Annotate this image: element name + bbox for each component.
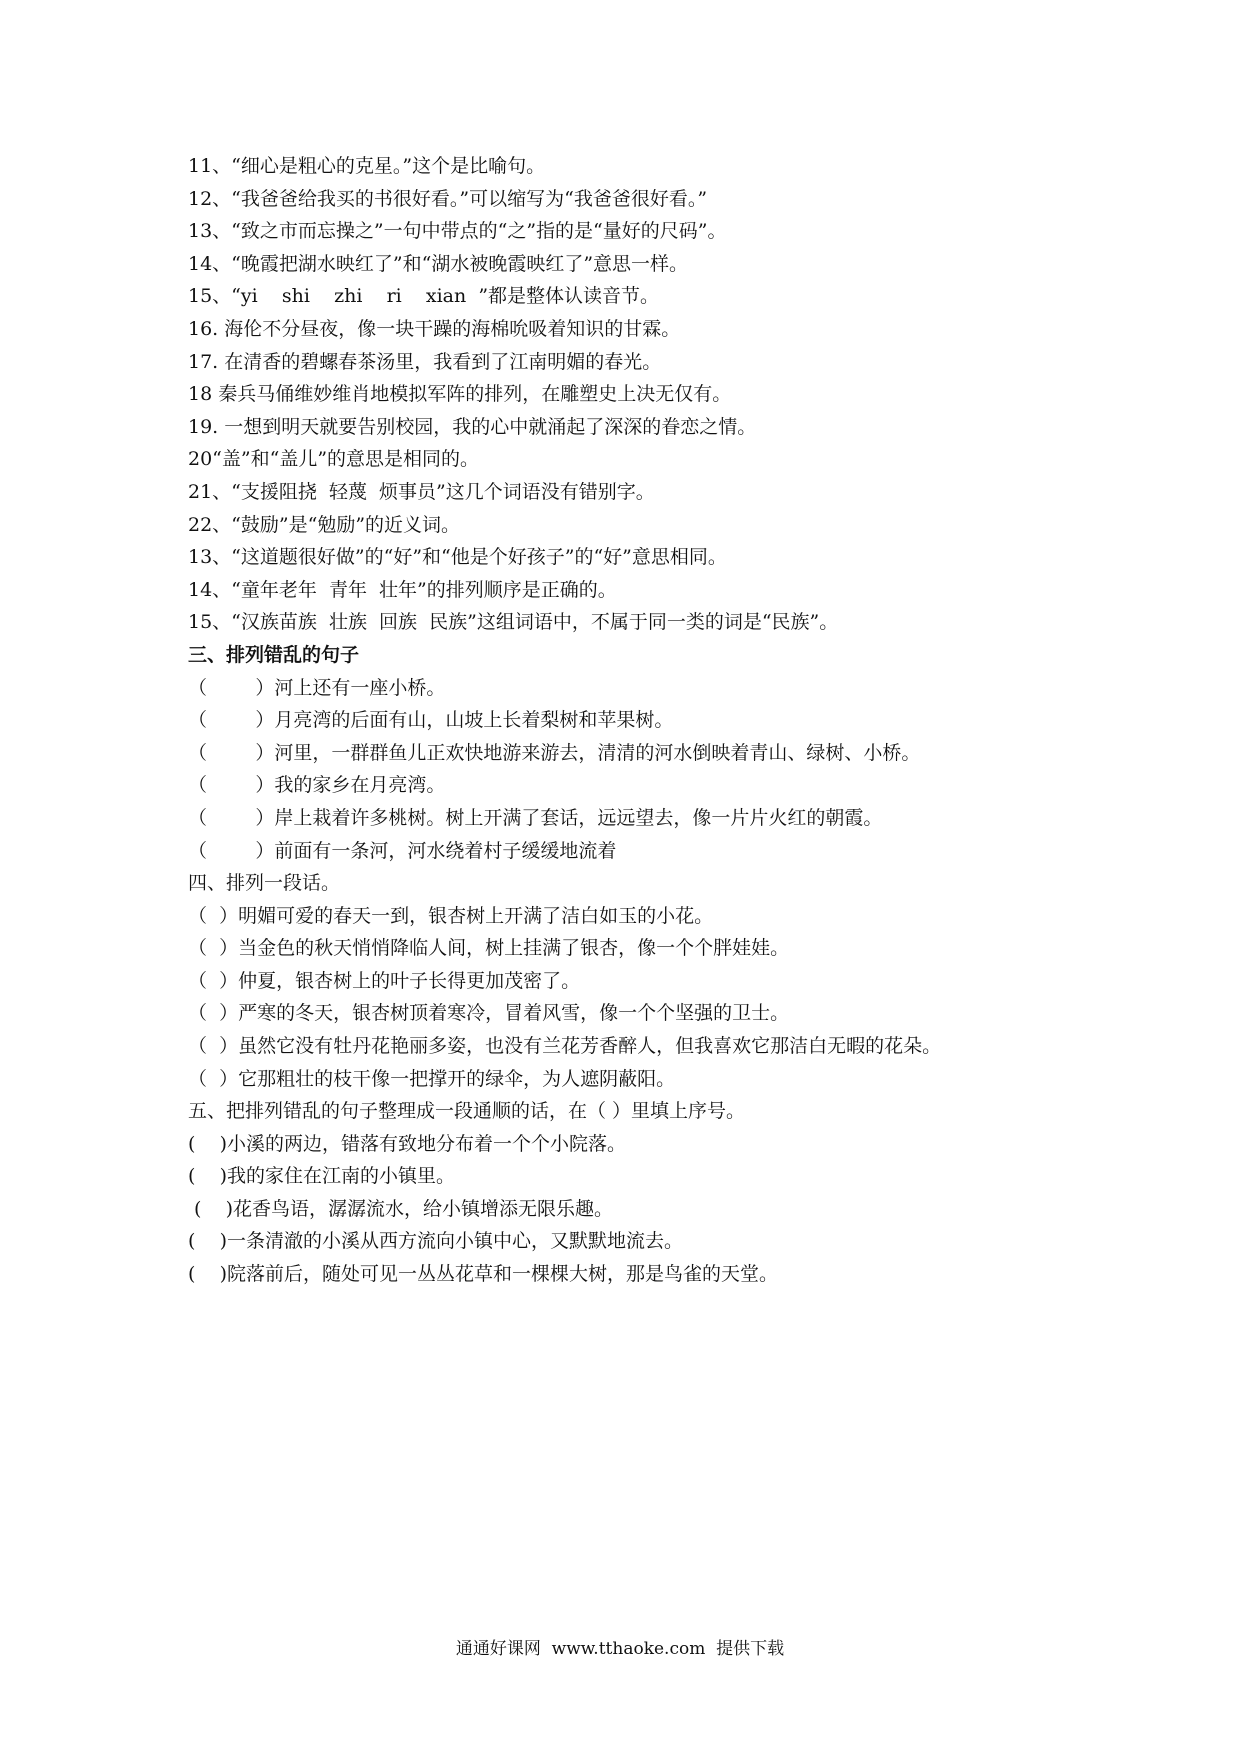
list-item: （ ）月亮湾的后面有山，山坡上长着梨树和苹果树。: [188, 709, 674, 732]
true-false-list: [188, 150, 1188, 639]
list-item: 16. 海伦不分昼夜，像一块干躁的海棉吮吸着知识的甘霖。: [188, 317, 681, 340]
list-item: ( )小溪的两边，错落有致地分布着一个个小院落。: [188, 1132, 626, 1155]
list-item: ( )院落前后，随处可见一丛丛花草和一棵棵大树，那是鸟雀的天堂。: [188, 1262, 778, 1285]
list-item: 18 秦兵马俑维妙维肖地模拟军阵的排列，在雕塑史上决无仅有。: [188, 383, 732, 406]
list-item: 13、“致之市而忘操之”一句中带点的“之”指的是“量好的尺码”。: [188, 220, 727, 243]
list-item: （ ）严寒的冬天，银杏树顶着寒冷，冒着风雪，像一个个坚强的卫士。: [188, 1002, 790, 1025]
list-item: 20“盖”和“盖儿”的意思是相同的。: [188, 448, 480, 471]
list-item: （ ）岸上栽着许多桃树。树上开满了套话，远远望去，像一片片火红的朝霞。: [188, 806, 883, 829]
list-item: 22、“鼓励”是“勉励”的近义词。: [188, 513, 461, 536]
list-item: 15、“汉族苗族 壮族 回族 民族”这组词语中，不属于同一类的词是“民族”。: [188, 611, 839, 634]
list-item: （ ）仲夏，银杏树上的叶子长得更加茂密了。: [188, 969, 581, 992]
list-item: （ ）河上还有一座小桥。: [188, 676, 446, 699]
list-item: （ ）前面有一条河，河水绕着村子缓缓地流着: [188, 839, 617, 862]
list-item: 14、“晚霞把湖水映红了”和“湖水被晚霞映红了”意思一样。: [188, 252, 689, 275]
list-item: ( )我的家住在江南的小镇里。: [188, 1165, 455, 1188]
list-item: （ ）它那粗壮的枝干像一把撑开的绿伞，为人遮阴蔽阳。: [188, 1067, 676, 1090]
list-item: 19. 一想到明天就要告别校园，我的心中就涌起了深深的眷恋之情。: [188, 415, 757, 438]
page-footer: 通通好课网 www.tthaoke.com 提供下载: [455, 1639, 785, 1659]
list-item: （ ）虽然它没有牡丹花艳丽多姿，也没有兰花芳香醉人，但我喜欢它那洁白无暇的花朵。: [188, 1034, 942, 1057]
section-paragraph-ordering: [188, 867, 1188, 1095]
list-item: （ ）我的家乡在月亮湾。: [188, 774, 446, 797]
section-sentence-ordering: [188, 639, 1188, 867]
list-item: （ ）明媚可爱的春天一到，银杏树上开满了洁白如玉的小花。: [188, 904, 714, 927]
list-item: ( )花香鸟语，潺潺流水，给小镇增添无限乐趣。: [188, 1197, 614, 1220]
list-item: 12、“我爸爸给我买的书很好看。”可以缩写为“我爸爸很好看。”: [188, 187, 708, 210]
list-item: （ ）当金色的秋天悄悄降临人间，树上挂满了银杏，像一个个胖娃娃。: [188, 937, 790, 960]
section-heading: 四、排列一段话。: [188, 872, 341, 894]
list-item: 11、“细心是粗心的克星。”这个是比喻句。: [188, 155, 546, 177]
section-heading: 五、把排列错乱的句子整理成一段通顺的话，在（ ）里填上序号。: [188, 1100, 746, 1122]
list-item: 14、“童年老年 青年 壮年”的排列顺序是正确的。: [188, 578, 617, 601]
list-item: ( )一条清澈的小溪从西方流向小镇中心，又默默地流去。: [188, 1230, 683, 1253]
list-item: 15、“yi shi zhi ri xian ”都是整体认读音节。: [188, 285, 660, 308]
section-fill-order: [188, 1095, 1188, 1291]
list-item: （ ）河里，一群群鱼儿正欢快地游来游去，清清的河水倒映着青山、绿树、小桥。: [188, 741, 921, 764]
section-heading: 三、排列错乱的句子: [188, 644, 360, 666]
list-item: 17. 在清香的碧螺春茶汤里，我看到了江南明媚的春光。: [188, 350, 662, 373]
list-item: 21、“支援阻挠 轻蔑 烦事员”这几个词语没有错别字。: [188, 480, 655, 503]
list-item: 13、“这道题很好做”的“好”和“他是个好孩子”的“好”意思相同。: [188, 546, 727, 569]
